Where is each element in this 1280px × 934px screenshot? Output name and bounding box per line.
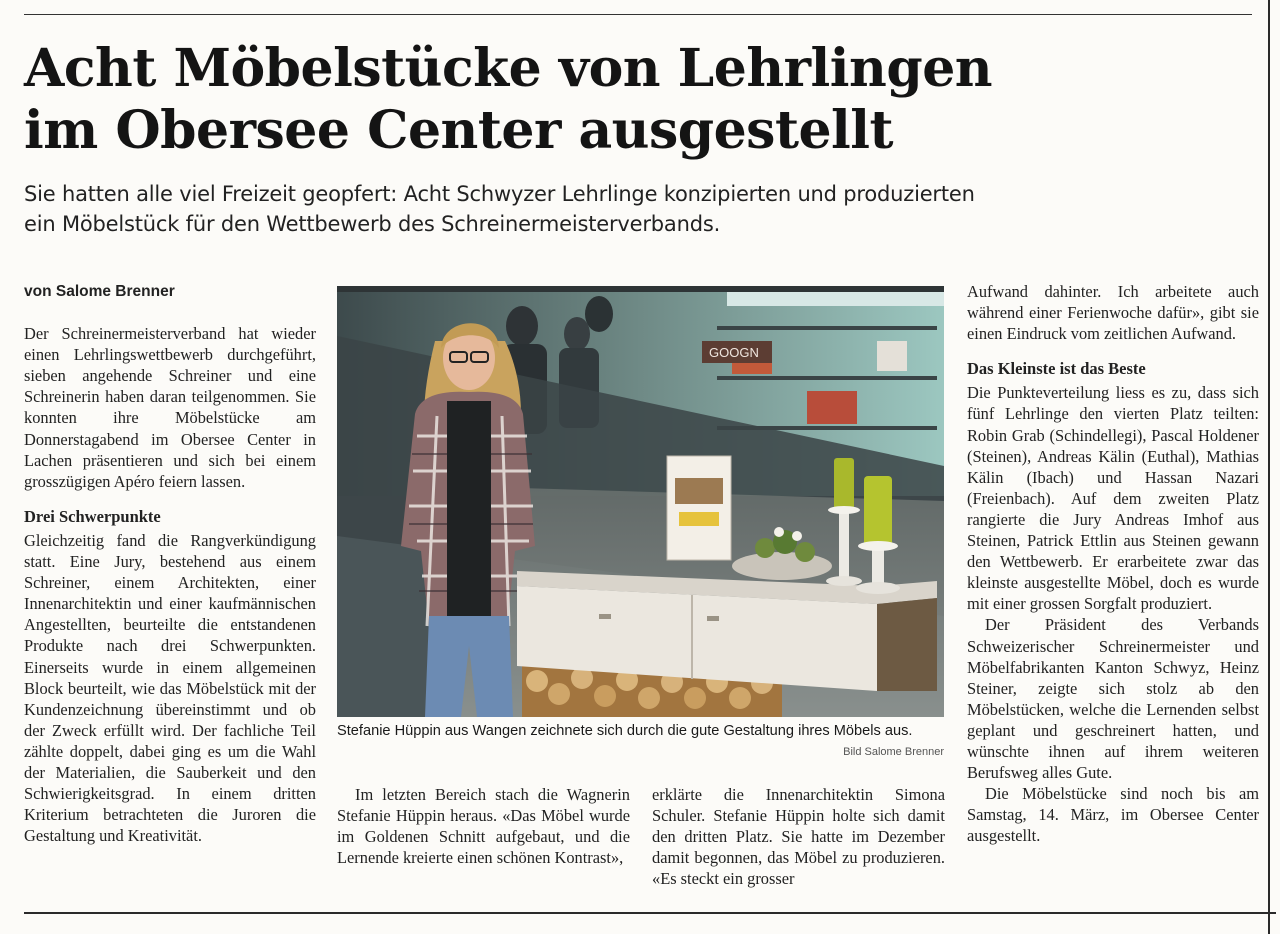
photo-illustration	[337, 286, 944, 717]
column-2	[337, 784, 630, 868]
paragraph-5: Der Präsident des Verbands Schweizerischer Schreinermeister und Möbelfabrikanten Kanton Schwyz, Heinz Steiner, zeigte sich stolz ab den Möbelstücken, welche die Lernenden selbst geplant und geschreinert hatten, und wünschte ihnen auf ihrem weiteren Berufsweg alles Gute.	[967, 615, 1259, 783]
store-sign-text: GOOGN	[709, 345, 759, 360]
right-rule	[1268, 0, 1270, 934]
paragraph-3-part-1: Im letzten Bereich stach die Wagnerin Stefanie Hüppin heraus. «Das Möbel wurde im Goldenen Schnitt aufgebaut, und die Lernende kreierte einen schönen Kontrast»,	[337, 785, 630, 868]
headline-line-1: Acht Möbelstücke von Lehrlingen	[24, 38, 993, 99]
headline-line-2: im Obersee Center ausgestellt	[24, 100, 894, 161]
lead-text	[24, 179, 1174, 239]
article-photo	[337, 286, 944, 717]
paragraph-3-part-3: Aufwand dahinter. Ich arbeitete auch während einer Ferienwoche dafür», gibt sie einen Eindruck vom zeitlichen Aufwand.	[967, 282, 1259, 344]
byline: von Salome Brenner	[24, 283, 175, 300]
column-1	[24, 281, 316, 846]
top-rule	[24, 14, 1252, 15]
background-sign	[702, 341, 772, 363]
paragraph-2: Gleichzeitig fand die Rangverkündigung statt. Eine Jury, bestehend aus einem Schreiner, einem Architekten, einer Innenarchitektin und einer kaufmännischen Angestellten, beurteilte die entstandenen Produkte nach drei Schwerpunkten. Einerseits wurde in einem allgemeinen Block beurteilt, wie das Möbelstück mit der Kundenzeichnung übereinstimmt und ob der Zweck erfüllt wird. Der fachliche Teil zählte doppelt, dabei ging es um die Wahl der Materialien, die Sauberkeit und den Schwierigkeitsgrad. In einem dritten Kriterium betrachteten die Juroren die Gestaltung und Kreativität.	[24, 530, 316, 846]
paragraph-6: Die Möbelstücke sind noch bis am Samstag, 14. März, im Obersee Center ausgestellt.	[967, 784, 1259, 846]
photo-caption: Stefanie Hüppin aus Wangen zeichnete sich durch die gute Gestaltung ihres Möbels aus.	[337, 723, 913, 739]
bottom-rule	[24, 912, 1276, 914]
lead-line-1: Sie hatten alle viel Freizeit geopfert: Acht Schwyzer Lehrlinge konzipierten und produzierten	[24, 182, 975, 206]
subhead-drei-schwerpunkte: Drei Schwerpunkte	[24, 506, 161, 526]
column-4	[967, 281, 1259, 846]
column-3	[652, 784, 945, 889]
lead-line-2: ein Möbelstück für den Wettbewerb des Schreinermeisterverbands.	[24, 212, 721, 236]
headline	[24, 38, 1224, 162]
paragraph-4: Die Punkteverteilung liess es zu, dass sich fünf Lehrlinge den vierten Platz teilten: Robin Grab (Schindellegi), Pascal Holdener (Steinen), Andreas Kälin (Euthal), Mathias Kälin (Ibach) und Hassan Nazari (Freienbach). Auf dem zweiten Platz rangierte die Jury Andreas Imhof aus Steinen, Patrick Ettlin aus Steinen gewann den Wettbewerb. Er erarbeitete zwar das kleinste ausgestellte Möbel, doch es wurde mit einer grossen Sorgfalt produziert.	[967, 383, 1259, 614]
subhead-das-kleinste: Das Kleinste ist das Beste	[967, 359, 1146, 379]
poster-on-stand	[667, 456, 731, 560]
photo-credit: Bild Salome Brenner	[843, 746, 944, 758]
paragraph-3-part-2: erklärte die Innenarchitektin Simona Schuler. Stefanie Hüppin holte sich damit den dritten Platz. Sie hatte im Dezember damit begonnen, das Möbel zu produzieren. «Es steckt ein grosser	[652, 785, 945, 889]
paragraph-1: Der Schreinermeisterverband hat wieder einen Lehrlingswettbewerb durchgeführt, sieben angehende Schreiner und eine Schreinerin haben daran teilgenommen. Sie konnten ihre Möbelstücke am Donnerstagabend im Obersee Center in Lachen präsentieren und sich bei einem grosszügigen Apéro feiern lassen.	[24, 324, 316, 491]
